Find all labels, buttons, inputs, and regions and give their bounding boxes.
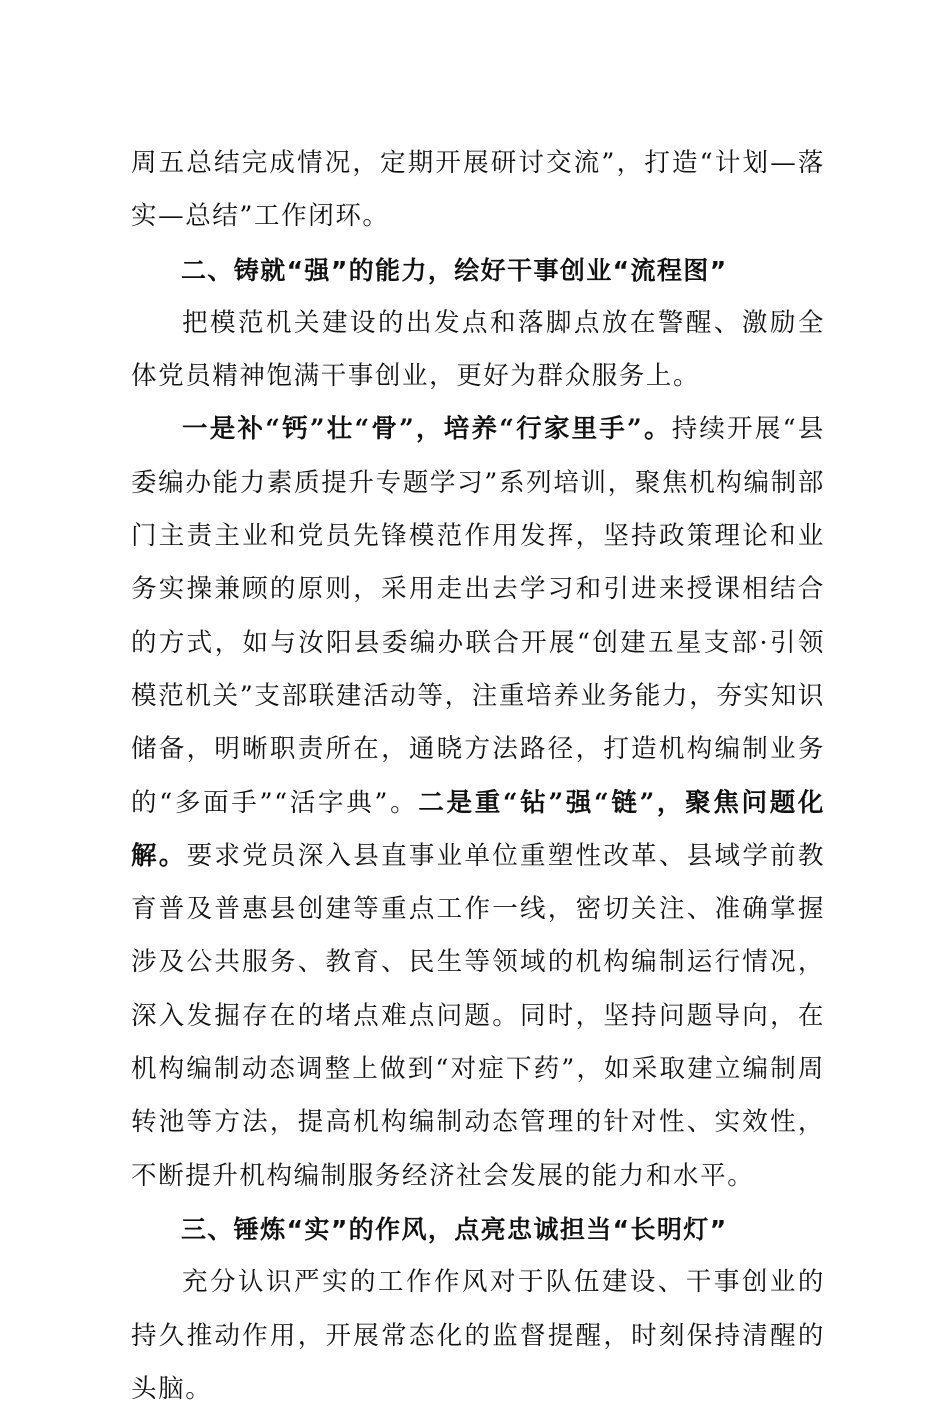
section-2-intro: 把模范机关建设的出发点和落脚点放在警醒、激励全体党员精神饱满干事创业，更好为群众服务上。 — [131, 307, 825, 392]
paragraph-continuation: 周五总结完成情况，定期开展研讨交流”，打造“计划—落实—总结”工作闭环。 — [131, 148, 825, 232]
item-2-body: 要求党员深入县直事业单位重塑性改革、县域学前教育普及普惠县创建等重点工作一线，密切关注、准确掌握涉及公共服务、教育、民生等领域的机构编制运行情况，深入发掘存在的堵点难点问题。同时，坚持问题导向，在机构编制动态调整上做到“对症下药”，如采取建立编制周转池等方法，提高机构编制动态管理的针对性、实效性，不断提升机构编制服务经济社会发展的能力和水平。 — [131, 840, 825, 1191]
section-3-intro: 充分认识严实的工作作风对于队伍建设、干事创业的持久推动作用，开展常态化的监督提醒，时刻保持清醒的头脑。 — [131, 1267, 825, 1404]
item-1-body: 持续开展“县委编办能力素质提升专题学习”系列培训，聚焦机构编制部门主责主业和党员先锋模范作用发挥，坚持政策理论和业务实操兼顾的原则，采用走出去学习和引进来授课相结合的方式，如与汝阳县委编办联合开展“创建五星支部·引领模范机关”支部联建活动等，注重培养业务能力，夯实知识储备，明晰职责所在，通晓方法路径，打造机构编制业务的“多面手”“活字典”。 — [131, 414, 825, 818]
section-heading-3: 三、锤炼“实”的作风，点亮忠诚担当“长明灯” — [181, 1214, 728, 1244]
section-heading-2: 二、铸就“强”的能力，绘好干事创业“流程图” — [181, 255, 728, 285]
item-1-lead: 一是补“钙”壮“骨”，培养“行家里手”。 — [182, 414, 672, 445]
item-2-lead: 二是重“钻”强“链”，聚焦问题化解。 — [131, 787, 825, 871]
section-2-body — [131, 403, 825, 1202]
document-body — [131, 137, 825, 1416]
